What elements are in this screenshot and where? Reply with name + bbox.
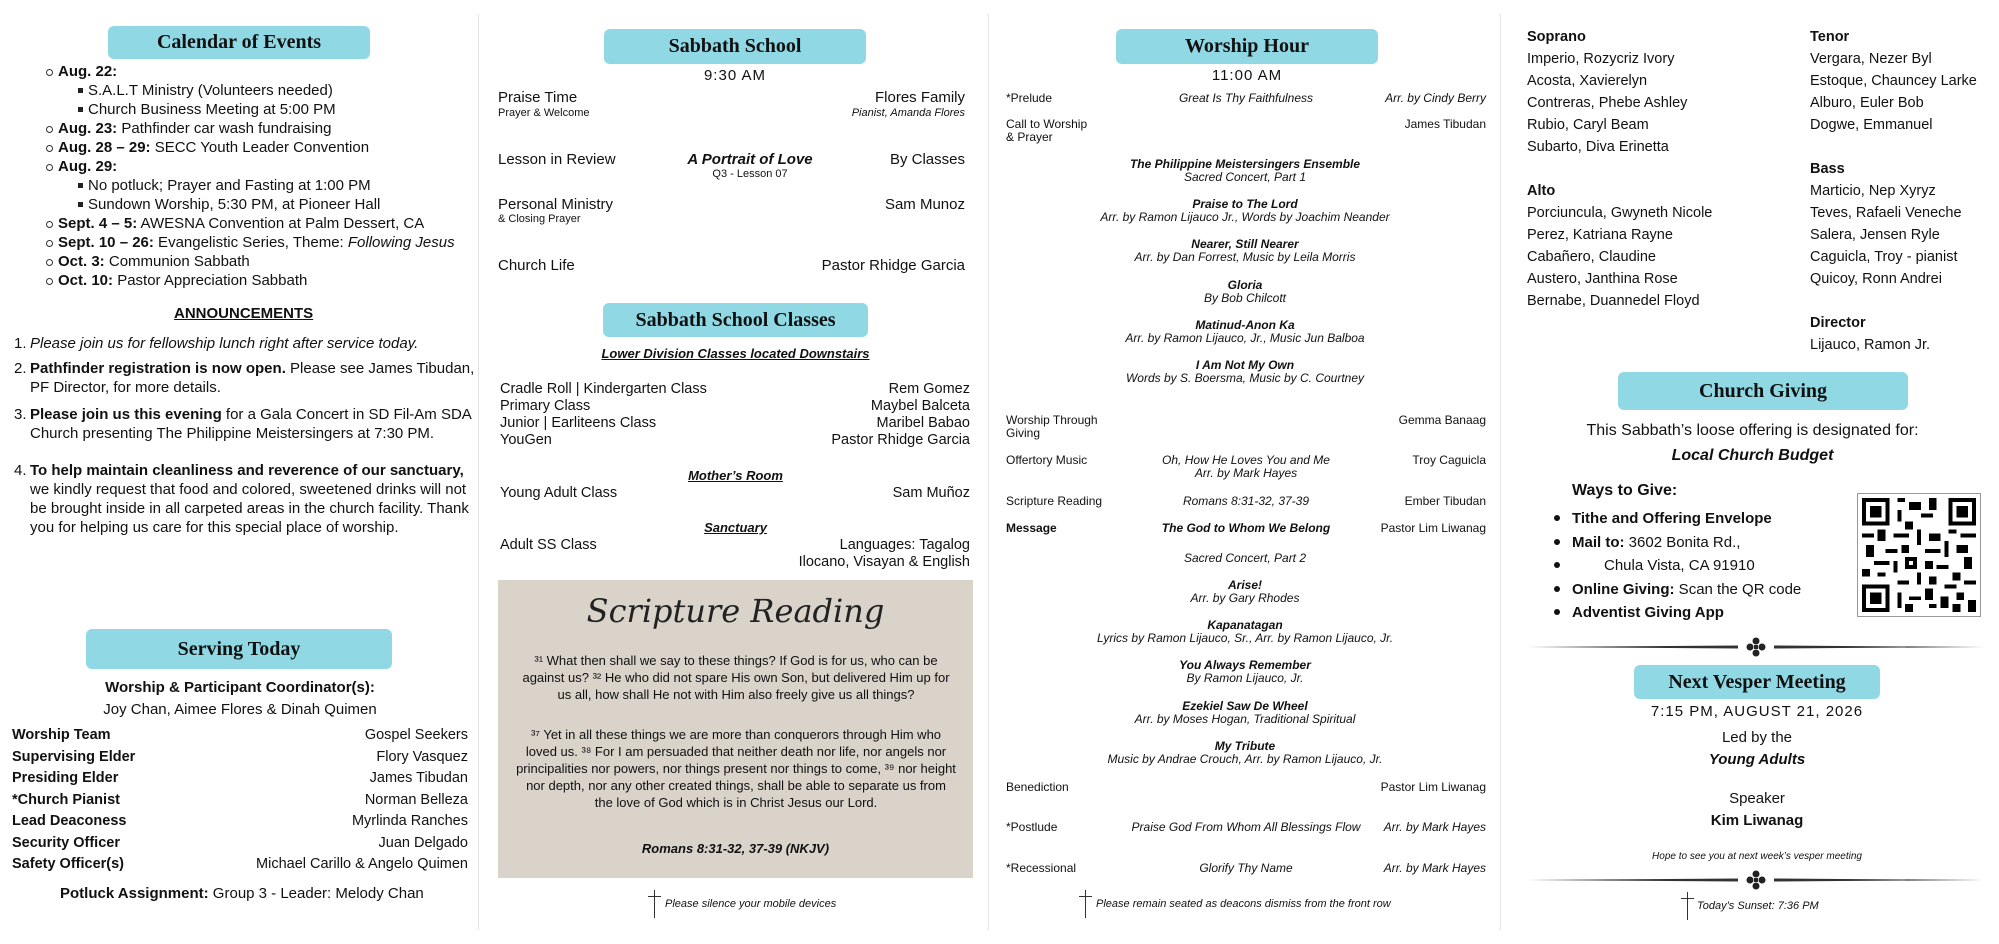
song-credit: Arr. by Moses Hogan, Traditional Spiritual bbox=[1134, 712, 1356, 726]
coordinator-names: Joy Chan, Aimee Flores & Dinah Quimen bbox=[103, 701, 377, 718]
announcement-item: 2. Pathfinder registration is now open. Please see James Tibudan, PF Director, for more details. bbox=[14, 360, 475, 396]
scripture-reference: Romans 8:31-32, 37-39 (NKJV) bbox=[641, 841, 830, 856]
sanctuary-heading: Sanctuary bbox=[704, 520, 767, 535]
calendar-heading: Calendar of Events bbox=[108, 26, 370, 59]
give-method: Adventist Giving App bbox=[1552, 601, 1801, 625]
bass-section bbox=[1810, 158, 1962, 290]
song-credit: Music by Andrae Crouch, Arr. by Ramon Lijauco, Jr. bbox=[1107, 752, 1383, 766]
announcements-heading: ANNOUNCEMENTS bbox=[174, 305, 314, 322]
director-heading: Director bbox=[1810, 315, 1866, 331]
lesson-title: A Portrait of Love bbox=[687, 151, 813, 168]
give-method: Tithe and Offering Envelope bbox=[1552, 507, 1801, 531]
song-credit: Arr. by Gary Rhodes bbox=[1190, 591, 1300, 605]
serving-row: Presiding Elder James Tibudan bbox=[12, 770, 468, 786]
serving-heading: Serving Today bbox=[86, 629, 392, 669]
ornament-divider bbox=[1528, 637, 1984, 657]
calendar-subitem: S.A.L.T Ministry (Volunteers needed) bbox=[46, 81, 455, 100]
song-credit: Words by S. Boersma, Music by C. Courtney bbox=[1125, 371, 1365, 385]
worship-hour-heading: Worship Hour bbox=[1116, 29, 1378, 64]
calendar-subitem: Church Business Meeting at 5:00 PM bbox=[46, 100, 455, 119]
personal-ministry-sub: & Closing Prayer bbox=[498, 213, 581, 225]
worship-hour-time: 11:00 AM bbox=[1211, 67, 1283, 84]
concert-part-1: Sacred Concert, Part 1 bbox=[1183, 170, 1307, 184]
lesson-number: Q3 - Lesson 07 bbox=[712, 168, 788, 180]
choir-member: Acosta, Xavierelyn bbox=[1527, 73, 1648, 89]
serving-row: Worship Team Gospel Seekers bbox=[12, 727, 468, 743]
potluck-assignment: Potluck Assignment: Group 3 - Leader: Melody Chan bbox=[60, 885, 424, 902]
praise-pianist: Pianist, Amanda Flores bbox=[851, 107, 965, 119]
panel-divider bbox=[988, 14, 989, 930]
choir-member: Cabañero, Claudine bbox=[1527, 249, 1656, 265]
alto-section bbox=[1527, 180, 1712, 312]
scripture-passage-1: ³¹ What then shall we say to these things? If God is for us, who can be against us? ³² He who did not spare His own Son, but delivered Him up for us all, how shall He not with Him also freely give us all things? bbox=[522, 653, 950, 702]
song-credit: Arr. by Ramon Lijauco, Jr., Music Jun Balboa bbox=[1125, 331, 1365, 345]
lower-division-heading: Lower Division Classes located Downstairs bbox=[601, 346, 870, 361]
serving-row: Security Officer Juan Delgado bbox=[12, 834, 468, 851]
calendar-subitem: No potluck; Prayer and Fasting at 1:00 PM bbox=[46, 176, 455, 195]
silence-devices-note: Please silence your mobile devices bbox=[665, 898, 837, 910]
ensemble-name: The Philippine Meistersingers Ensemble bbox=[1129, 157, 1361, 171]
song-credit: By Ramon Lijauco, Jr. bbox=[1186, 671, 1304, 685]
calendar-list bbox=[46, 62, 455, 290]
offering-designation: This Sabbath’s loose offering is designated for: bbox=[1586, 422, 1919, 439]
choir-member: Marticio, Nep Xyryz bbox=[1810, 183, 1936, 199]
choir-member: Dogwe, Emmanuel bbox=[1810, 117, 1933, 133]
qr-code-icon[interactable] bbox=[1857, 493, 1981, 617]
give-method: Online Giving: Scan the QR code bbox=[1552, 578, 1801, 602]
lesson-by: By Classes bbox=[889, 151, 965, 168]
calendar-item: Aug. 22: bbox=[46, 62, 455, 81]
choir-member: Rubio, Caryl Beam bbox=[1527, 117, 1649, 133]
choir-member: Salera, Jensen Ryle bbox=[1810, 227, 1940, 243]
ornament-divider bbox=[1528, 870, 1984, 890]
cross-icon bbox=[1085, 890, 1086, 918]
choir-member: Vergara, Nezer Byl bbox=[1810, 51, 1932, 67]
serving-roles bbox=[12, 727, 468, 878]
scripture-heading: Scripture Reading bbox=[586, 592, 885, 630]
alto-heading: Alto bbox=[1527, 183, 1556, 199]
ss-classes-heading: Sabbath School Classes bbox=[603, 303, 868, 337]
choir-member: Porciuncula, Gwyneth Nicole bbox=[1527, 205, 1713, 221]
church-giving-heading: Church Giving bbox=[1618, 372, 1908, 410]
song-title: Gloria bbox=[1227, 278, 1263, 292]
dismiss-note: Please remain seated as deacons dismiss from the front row bbox=[1096, 898, 1391, 910]
song-title: I Am Not My Own bbox=[1195, 358, 1295, 372]
vesper-group: Young Adults bbox=[1708, 751, 1806, 768]
choir-member: Contreras, Phebe Ashley bbox=[1527, 95, 1688, 111]
give-method: Mail to: 3602 Bonita Rd., bbox=[1552, 531, 1801, 555]
choir-member: Subarto, Diva Erinetta bbox=[1527, 139, 1669, 155]
speaker-name: Kim Liwanag bbox=[1710, 812, 1804, 829]
director-section bbox=[1810, 312, 1930, 356]
announcement-item: 3. Please join us this evening for a Gala Concert in SD Fil-Am SDA Church presenting The Philippine Meistersingers at 7:30 PM. bbox=[14, 406, 471, 442]
soprano-section bbox=[1527, 26, 1687, 158]
class-row: Primary Class Maybel Balceta bbox=[500, 398, 970, 414]
song-title: Ezekiel Saw De Wheel bbox=[1182, 699, 1308, 713]
song-title: Kapanatagan bbox=[1207, 618, 1283, 632]
calendar-subitem: Sundown Worship, 5:30 PM, at Pioneer Hall bbox=[46, 195, 455, 214]
cross-icon bbox=[1681, 898, 1694, 899]
song-title: Praise to The Lord bbox=[1192, 197, 1298, 211]
choir-member: Austero, Janthina Rose bbox=[1527, 271, 1678, 287]
class-row: Young Adult Class Sam Muñoz bbox=[500, 485, 970, 501]
vesper-led-by: Led by the bbox=[1721, 729, 1793, 746]
serving-row: *Church Pianist Norman Belleza bbox=[12, 791, 468, 808]
sunset-time: Today’s Sunset: 7:36 PM bbox=[1697, 900, 1819, 912]
calendar-item: Aug. 29: bbox=[46, 157, 455, 176]
choir-director: Lijauco, Ramon Jr. bbox=[1810, 337, 1931, 353]
song-credit: Arr. by Ramon Lijauco Jr., Words by Joachim Neander bbox=[1100, 210, 1390, 224]
sabbath-school-time: 9:30 AM bbox=[703, 67, 767, 84]
cross-icon bbox=[1079, 896, 1092, 897]
concert-part-2: Sacred Concert, Part 2 bbox=[1183, 551, 1307, 565]
bass-heading: Bass bbox=[1810, 161, 1845, 177]
calendar-item: Aug. 28 – 29: SECC Youth Leader Convention bbox=[46, 138, 455, 157]
serving-row: Lead Deaconess Myrlinda Ranches bbox=[12, 813, 468, 829]
calendar-item: Oct. 3: Communion Sabbath bbox=[46, 252, 455, 271]
choir-member: Perez, Katriana Rayne bbox=[1527, 227, 1673, 243]
soprano-heading: Soprano bbox=[1527, 29, 1586, 45]
tenor-section bbox=[1810, 26, 1977, 136]
choir-member: Teves, Rafaeli Veneche bbox=[1810, 205, 1962, 221]
announcement-item: 1. Please join us for fellowship lunch right after service today. bbox=[14, 335, 419, 352]
class-row: Junior | Earliteens Class Maribel Babao bbox=[500, 415, 970, 431]
class-row: YouGen Pastor Rhidge Garcia bbox=[500, 432, 970, 448]
personal-ministry-label: Personal Ministry bbox=[498, 196, 614, 213]
coordinator-label: Worship & Participant Coordinator(s): bbox=[105, 679, 375, 696]
ways-to-give-list bbox=[1552, 507, 1801, 625]
song-title: Nearer, Still Nearer bbox=[1191, 237, 1299, 251]
ways-to-give-heading: Ways to Give: bbox=[1572, 482, 1678, 499]
class-row: Adult SS Class Languages: Tagalog Ilocano, Visayan & English bbox=[500, 537, 970, 570]
choir-member: Quicoy, Ronn Andrei bbox=[1810, 271, 1942, 287]
lesson-label: Lesson in Review bbox=[498, 151, 616, 168]
song-title: You Always Remember bbox=[1179, 658, 1311, 672]
choir-member: Alburo, Euler Bob bbox=[1810, 95, 1924, 111]
cross-icon bbox=[654, 890, 655, 918]
calendar-item: Aug. 23: Pathfinder car wash fundraising bbox=[46, 119, 455, 138]
song-title: My Tribute bbox=[1214, 739, 1276, 753]
vesper-heading: Next Vesper Meeting bbox=[1634, 665, 1880, 699]
serving-row: Supervising Elder Flory Vasquez bbox=[12, 748, 468, 765]
praise-time-sub: Prayer & Welcome bbox=[498, 107, 590, 119]
serving-row: Safety Officer(s) Michael Carillo & Angelo Quimen bbox=[12, 856, 468, 872]
tenor-heading: Tenor bbox=[1810, 29, 1850, 45]
vesper-time: 7:15 PM, AUGUST 21, 2026 bbox=[1650, 703, 1864, 720]
announcement-item: 4. To help maintain cleanliness and reverence of our sanctuary, we kindly request that food and colored, sweetened drinks will not be brought inside in all carpeted areas in the church facility. Thank you for helping us care for this special place of worship. bbox=[14, 462, 469, 536]
choir-member: Estoque, Chauncey Larke bbox=[1810, 73, 1977, 89]
mothers-room-heading: Mother’s Room bbox=[688, 468, 783, 483]
calendar-item: Sept. 4 – 5: AWESNA Convention at Palm Dessert, CA bbox=[46, 214, 455, 233]
calendar-item: Sept. 10 – 26: Evangelistic Series, Theme: Following Jesus bbox=[46, 233, 455, 252]
choir-member: Caguicla, Troy - pianist bbox=[1810, 249, 1958, 265]
song-title: Arise! bbox=[1227, 578, 1262, 592]
choir-member: Bernabe, Duannedel Floyd bbox=[1527, 293, 1700, 309]
praise-time-by: Flores Family bbox=[874, 89, 965, 106]
cross-icon bbox=[648, 896, 661, 897]
class-row: Cradle Roll | Kindergarten Class Rem Gomez bbox=[500, 381, 970, 397]
praise-time-label: Praise Time bbox=[498, 89, 578, 106]
church-life-by: Pastor Rhidge Garcia bbox=[821, 257, 965, 274]
personal-ministry-by: Sam Munoz bbox=[884, 196, 965, 213]
scripture-panel bbox=[498, 580, 973, 878]
calendar-item: Oct. 10: Pastor Appreciation Sabbath bbox=[46, 271, 455, 290]
panel-divider bbox=[1500, 14, 1501, 930]
scripture-passage-2: ³⁷ Yet in all these things we are more than conquerors through Him who loved us. ³⁸ For I am persuaded that neither death nor life, nor angels nor principalities nor powers, nor things present nor things to come, ³⁹ nor height nor depth, nor any other created things, shall be able to separate us from the love of God which is in Christ Jesus our Lord. bbox=[516, 727, 956, 810]
song-title: Matinud-Anon Ka bbox=[1195, 318, 1295, 332]
song-credit: Lyrics by Ramon Lijauco, Sr., Arr. by Ramon Lijauco, Jr. bbox=[1096, 631, 1394, 645]
song-credit: By Bob Chilcott bbox=[1203, 291, 1287, 305]
church-life-label: Church Life bbox=[498, 257, 575, 274]
vesper-note: Hope to see you at next week’s vesper meeting bbox=[1652, 851, 1862, 862]
offering-fund: Local Church Budget bbox=[1671, 447, 1834, 464]
cross-icon bbox=[1687, 892, 1688, 920]
give-method-address: Chula Vista, CA 91910 bbox=[1552, 554, 1801, 578]
speaker-label: Speaker bbox=[1729, 790, 1785, 807]
choir-member: Imperio, Rozycriz Ivory bbox=[1527, 51, 1675, 67]
song-credit: Arr. by Dan Forrest, Music by Leila Morris bbox=[1134, 250, 1356, 264]
sabbath-school-heading: Sabbath School bbox=[604, 29, 866, 64]
